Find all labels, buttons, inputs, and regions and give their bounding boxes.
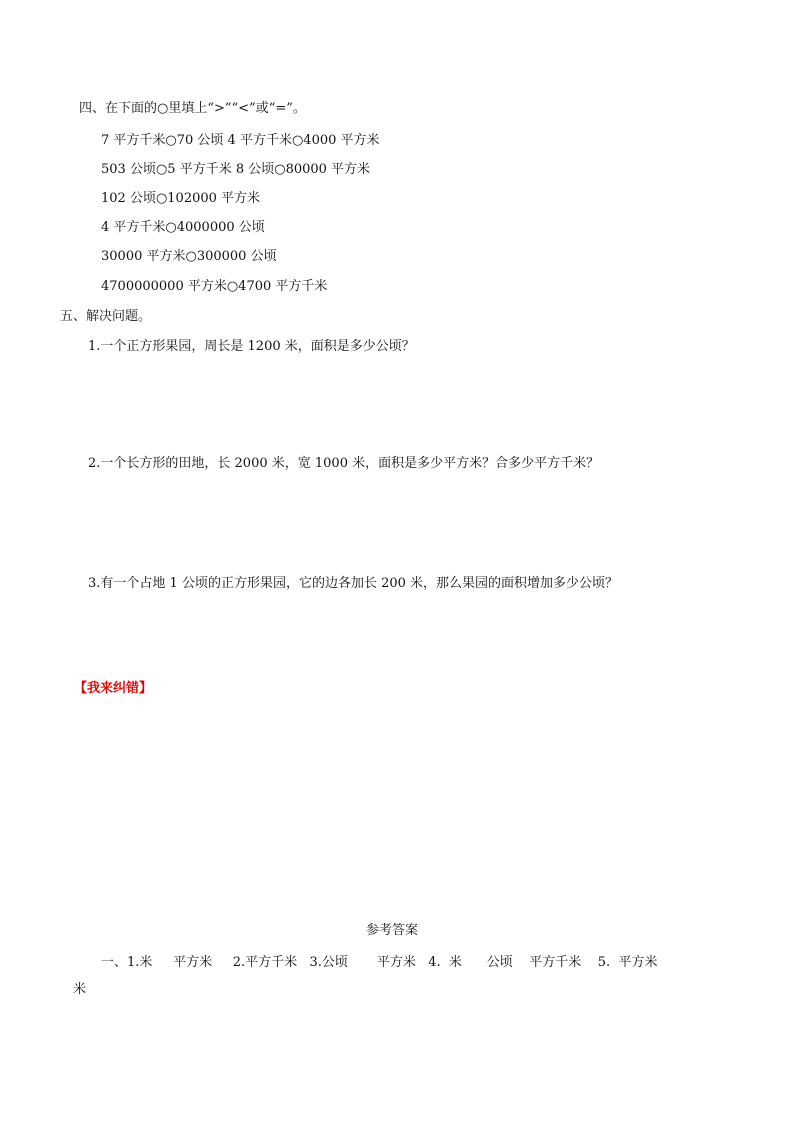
comparison-row: 7 平方千米○70 公顷 4 平方千米○4000 平方米 xyxy=(101,133,380,148)
section5-heading: 五、解决问题。 xyxy=(60,309,152,324)
section4-heading: 四、在下面的○里填上“>”“<”或“=”。 xyxy=(79,101,306,116)
answers-line-1: 一、1.米 平方米 2.平方千米 3.公顷 平方米 4. 米 公顷 平方千米 5. 平方米 xyxy=(101,955,658,970)
comparison-row: 503 公顷○5 平方千米 8 公顷○80000 平方米 xyxy=(101,162,371,177)
question-3: 3.有一个占地 1 公顷的正方形果园，它的边各加长 200 米，那么果园的面积增加多少公顷？ xyxy=(88,576,619,591)
comparison-row: 4700000000 平方米○4700 平方千米 xyxy=(101,279,328,294)
comparison-row: 30000 平方米○300000 公顷 xyxy=(101,249,277,264)
correction-label: 【我来纠错】 xyxy=(74,681,153,696)
question-1: 1.一个正方形果园，周长是 1200 米，面积是多少公顷？ xyxy=(88,339,415,354)
answers-title: 参考答案 xyxy=(366,923,419,938)
answers-line-2: 米 xyxy=(73,982,87,997)
question-2: 2.一个长方形的田地，长 2000 米，宽 1000 米，面积是多少平方米？合多少平方千米？ xyxy=(88,456,600,471)
comparison-row: 102 公顷○102000 平方米 xyxy=(101,191,261,206)
comparison-row: 4 平方千米○4000000 公顷 xyxy=(101,220,265,235)
